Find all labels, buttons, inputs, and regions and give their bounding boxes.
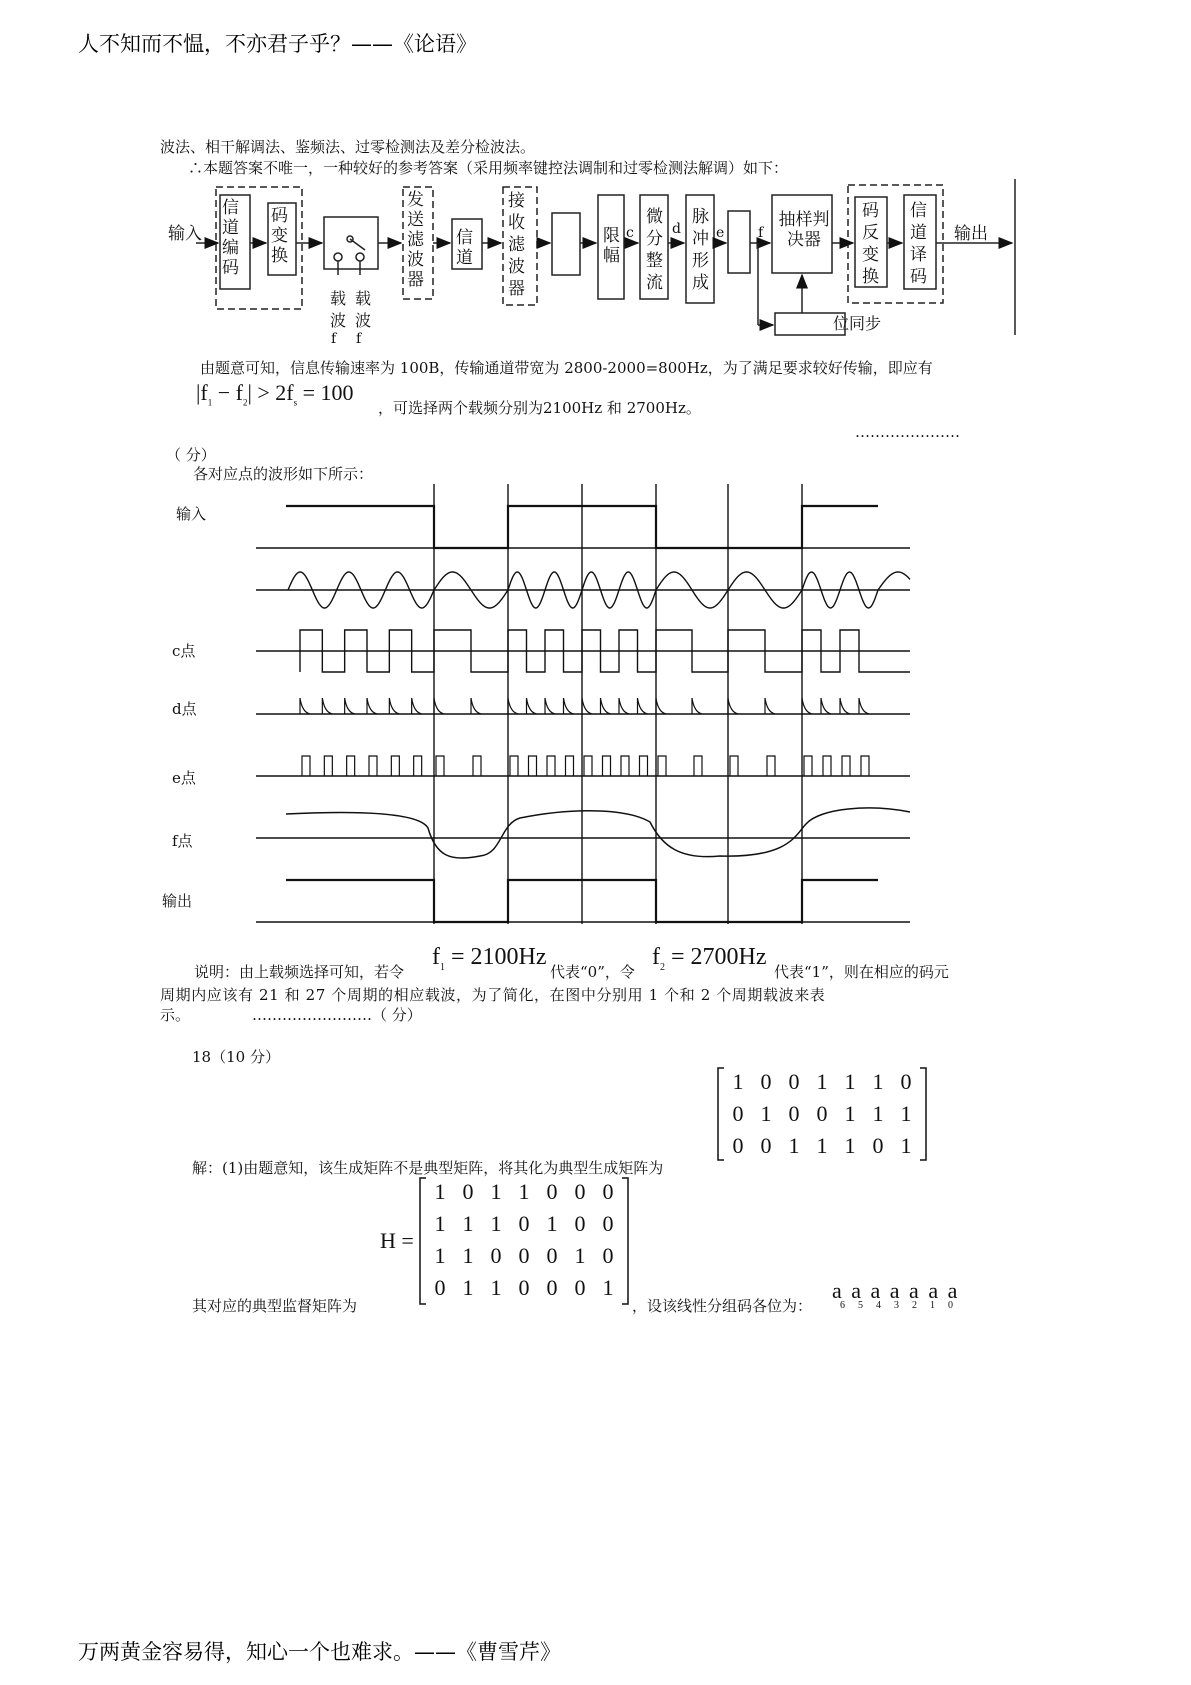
- matrix-g-row: [724, 1066, 920, 1098]
- pulse-form-label: 脉冲形成: [692, 207, 709, 293]
- code-bit-subscripts: [840, 1300, 966, 1311]
- e-pulse: [302, 756, 310, 776]
- d-spike: [300, 698, 310, 714]
- matrix-h-cell: 0: [434, 1275, 446, 1300]
- matrix-h-row: [426, 1176, 622, 1208]
- matrix-g-cell: 0: [900, 1069, 912, 1094]
- d-spike: [638, 698, 648, 714]
- bit-subscript: 3: [894, 1300, 899, 1311]
- d-spike: [545, 698, 555, 714]
- matrix-g-cell: 1: [872, 1069, 884, 1094]
- score-1: （ 分）: [166, 446, 216, 464]
- bit-subscript: 5: [858, 1300, 863, 1311]
- point-f-label: f: [758, 225, 764, 241]
- h-label: H =: [380, 1228, 414, 1253]
- e-pulse: [584, 756, 592, 776]
- dots-1: …………………: [855, 423, 960, 441]
- matrix-h-cell: 0: [602, 1211, 614, 1236]
- d-spike: [389, 698, 399, 714]
- matrix-h-cell: 1: [602, 1275, 614, 1300]
- e-pulse: [369, 756, 377, 776]
- bit-subscript: 6: [840, 1300, 845, 1311]
- e-pulse: [842, 756, 850, 776]
- code-bits: a a a a a a a: [832, 1278, 960, 1303]
- e-pulse: [547, 756, 555, 776]
- e-pulse: [347, 756, 355, 776]
- matrix-h-cell: 0: [602, 1179, 614, 1204]
- matrix-h-row: [426, 1240, 622, 1272]
- carrier-f2-label: f: [356, 331, 362, 347]
- explain-b: 代表“0”，令: [550, 963, 635, 981]
- blank-box: [552, 213, 580, 275]
- waveform-diagram: [250, 484, 915, 944]
- code-transform-label: 码变换: [271, 206, 288, 266]
- f1-value: = 2100Hz: [451, 944, 547, 970]
- matrix-g-cell: 0: [788, 1069, 800, 1094]
- matrix-h-cell: 0: [602, 1243, 614, 1268]
- d-spike: [508, 698, 518, 714]
- sampler-label: 抽样判决器: [778, 210, 830, 250]
- f2-equation: $f_2 = 2700Hz$: [652, 944, 767, 973]
- carrier-f1-label: f: [331, 331, 337, 347]
- d-spike: [345, 698, 355, 714]
- d-spike: [434, 698, 444, 714]
- diagram-output-label: 输出: [954, 224, 988, 244]
- matrix-h-cell: 0: [574, 1275, 586, 1300]
- matrix-h-cell: 1: [490, 1211, 502, 1236]
- d-spike: [322, 698, 332, 714]
- matrix-h-cell: 0: [518, 1211, 530, 1236]
- e-pulse: [391, 756, 399, 776]
- bit-sync-label: 位同步: [833, 314, 882, 333]
- matrix-g-cell: 0: [760, 1133, 772, 1158]
- matrix-g-cell: 1: [760, 1101, 772, 1126]
- solution-2b: ，设该线性分组码各位为：: [632, 1297, 813, 1315]
- matrix-g-cell: 1: [844, 1133, 856, 1158]
- rx-filter-label: 接收滤波器: [508, 191, 525, 299]
- e-pulse: [436, 756, 444, 776]
- d-spike: [412, 698, 422, 714]
- e-pulse: [823, 756, 831, 776]
- e-pulse: [658, 756, 666, 776]
- d-spike: [527, 698, 537, 714]
- point-d-label: d: [672, 221, 681, 237]
- wave-label-c: c点: [172, 642, 196, 660]
- e-pulse: [694, 756, 702, 776]
- e-pulse: [640, 756, 648, 776]
- explain-c: 代表“1”，则在相应的码元: [774, 963, 949, 981]
- matrix-h-row: [426, 1272, 622, 1304]
- d-spike: [765, 698, 775, 714]
- channel-encode-label: 信道编码: [222, 198, 239, 278]
- d-spike: [471, 698, 481, 714]
- explain-line-3: 示。: [160, 1006, 191, 1024]
- channel-label: 信道: [456, 228, 473, 268]
- matrix-h-cell: 1: [462, 1275, 474, 1300]
- e-pulse: [529, 756, 537, 776]
- dots-2: ……………………（ 分）: [252, 1006, 422, 1024]
- matrix-g-cell: 0: [760, 1069, 772, 1094]
- matrix-h-cell: 1: [434, 1211, 446, 1236]
- paragraph-4: 各对应点的波形如下所示：: [193, 465, 374, 483]
- matrix-h-cell: 1: [490, 1179, 502, 1204]
- matrix-g-row: [724, 1130, 920, 1162]
- matrix-h-cell: 1: [490, 1275, 502, 1300]
- matrix-h-cell: 0: [574, 1211, 586, 1236]
- f2-value: = 2700Hz: [671, 944, 767, 970]
- e-pulse: [510, 756, 518, 776]
- matrix-g-cell: 1: [844, 1069, 856, 1094]
- solution-2: 其对应的典型监督矩阵为: [192, 1297, 358, 1315]
- matrix-g-cell: 1: [844, 1101, 856, 1126]
- explain-a: 说明：由上载频选择可知，若令: [194, 963, 405, 981]
- switch-box: [324, 217, 378, 269]
- inverse-code-label: 码反变换: [862, 201, 879, 287]
- explain-line-2: 周期内应该有 21 和 27 个周期的相应载波，为了简化，在图中分别用 1 个和 2 个周期载波来表: [160, 986, 826, 1004]
- matrix-g-cell: 1: [816, 1069, 828, 1094]
- matrix-g-cell: 0: [732, 1101, 744, 1126]
- point-c-label: c: [626, 225, 634, 241]
- matrix-g-row: [724, 1098, 920, 1130]
- matrix-h-cell: 1: [434, 1179, 446, 1204]
- matrix-g-cell: 1: [816, 1133, 828, 1158]
- matrix-h-cell: 0: [462, 1179, 474, 1204]
- matrix-h-cell: 1: [546, 1211, 558, 1236]
- matrix-h-cell: 0: [546, 1243, 558, 1268]
- matrix-h-cell: 1: [462, 1211, 474, 1236]
- wave-label-d: d点: [172, 700, 197, 718]
- matrix-g-cell: 0: [788, 1101, 800, 1126]
- f1-equation: $f_1 = 2100Hz$: [432, 944, 547, 973]
- header-quote: 人不知而不愠，不亦君子乎？——《论语》: [78, 32, 477, 56]
- solution-1: 解：(1)由题意知，该生成矩阵不是典型矩阵，将其化为典型生成矩阵为: [192, 1159, 664, 1177]
- matrix-g-cell: 1: [900, 1101, 912, 1126]
- channel-decode-label: 信道译码: [910, 201, 927, 287]
- tx-filter-label: 发送滤波器: [407, 190, 424, 290]
- paragraph-2: ∴本题答案不唯一，一种较好的参考答案（采用频率键控法调制和过零检测法解调）如下：: [188, 159, 789, 177]
- wave-label-output: 输出: [162, 892, 193, 910]
- d-spike: [656, 698, 666, 714]
- matrix-g-cell: 0: [732, 1133, 744, 1158]
- footer-quote: 万两黄金容易得，知心一个也难求。——《曹雪芹》: [78, 1640, 561, 1664]
- limiter-label: 限幅: [603, 226, 620, 266]
- matrix-h-cell: 0: [518, 1275, 530, 1300]
- d-spike: [582, 698, 592, 714]
- wave-label-e: e点: [172, 769, 196, 787]
- paragraph-3: 由题意可知，信息传输速率为 100B，传输通道带宽为 2800-2000=800Hz，为了满足要求较好传输，即应有: [200, 359, 933, 377]
- question-18: 18（10 分）: [192, 1048, 280, 1066]
- blank-box-2: [728, 211, 750, 273]
- d-spike: [619, 698, 629, 714]
- equation-tail: ，可选择两个载频分别为2100Hz 和 2700Hz。: [378, 399, 701, 417]
- matrix-h-cell: 1: [574, 1243, 586, 1268]
- matrix-g-cell: 1: [788, 1133, 800, 1158]
- matrix-h-cell: 0: [518, 1243, 530, 1268]
- e-pulse: [730, 756, 738, 776]
- matrix-h-row: [426, 1208, 622, 1240]
- matrix-g-cell: 0: [816, 1101, 828, 1126]
- matrix-h-cell: 1: [434, 1243, 446, 1268]
- matrix-g-cell: 1: [900, 1133, 912, 1158]
- e-pulse: [861, 756, 869, 776]
- f-wave: [286, 808, 910, 858]
- matrix-h-cell: 1: [518, 1179, 530, 1204]
- e-pulse: [414, 756, 422, 776]
- diagram-input-label: 输入: [168, 224, 202, 244]
- e-pulse: [804, 756, 812, 776]
- point-e-label: e: [716, 225, 725, 241]
- d-spike: [840, 698, 850, 714]
- d-spike: [367, 698, 377, 714]
- d-spike: [728, 698, 738, 714]
- bit-subscript: 4: [876, 1300, 881, 1311]
- e-pulse: [566, 756, 574, 776]
- differentiate-label: 微分整流: [646, 207, 663, 293]
- wave-label-input: 输入: [176, 505, 207, 523]
- carrier-2-label: 载波: [355, 289, 372, 330]
- d-spike: [564, 698, 574, 714]
- bit-subscript: 0: [948, 1300, 953, 1311]
- matrix-g-cell: 1: [872, 1101, 884, 1126]
- paragraph-1: 波法、相干解调法、鉴频法、过零检测法及差分检波法。: [160, 138, 536, 156]
- matrix-h-cell: 0: [574, 1179, 586, 1204]
- wave-label-f: f点: [172, 832, 193, 850]
- e-pulse: [621, 756, 629, 776]
- e-pulse: [324, 756, 332, 776]
- d-spike: [821, 698, 831, 714]
- e-pulse: [473, 756, 481, 776]
- matrix-g-cell: 0: [872, 1133, 884, 1158]
- e-pulse: [767, 756, 775, 776]
- matrix-h-cell: 0: [546, 1275, 558, 1300]
- matrix-g-cell: 1: [732, 1069, 744, 1094]
- d-spike: [692, 698, 702, 714]
- matrix-h-cell: 0: [546, 1179, 558, 1204]
- matrix-h-cell: 1: [462, 1243, 474, 1268]
- e-pulse: [603, 756, 611, 776]
- carrier-1-label: 载波: [330, 289, 347, 330]
- bit-subscript: 1: [930, 1300, 935, 1311]
- d-spike: [859, 698, 869, 714]
- inequality: $|f_1 - f_2| > 2f_s = 100$: [196, 380, 354, 408]
- d-spike: [802, 698, 812, 714]
- matrix-h-cell: 0: [490, 1243, 502, 1268]
- bit-subscript: 2: [912, 1300, 917, 1311]
- d-spike: [601, 698, 611, 714]
